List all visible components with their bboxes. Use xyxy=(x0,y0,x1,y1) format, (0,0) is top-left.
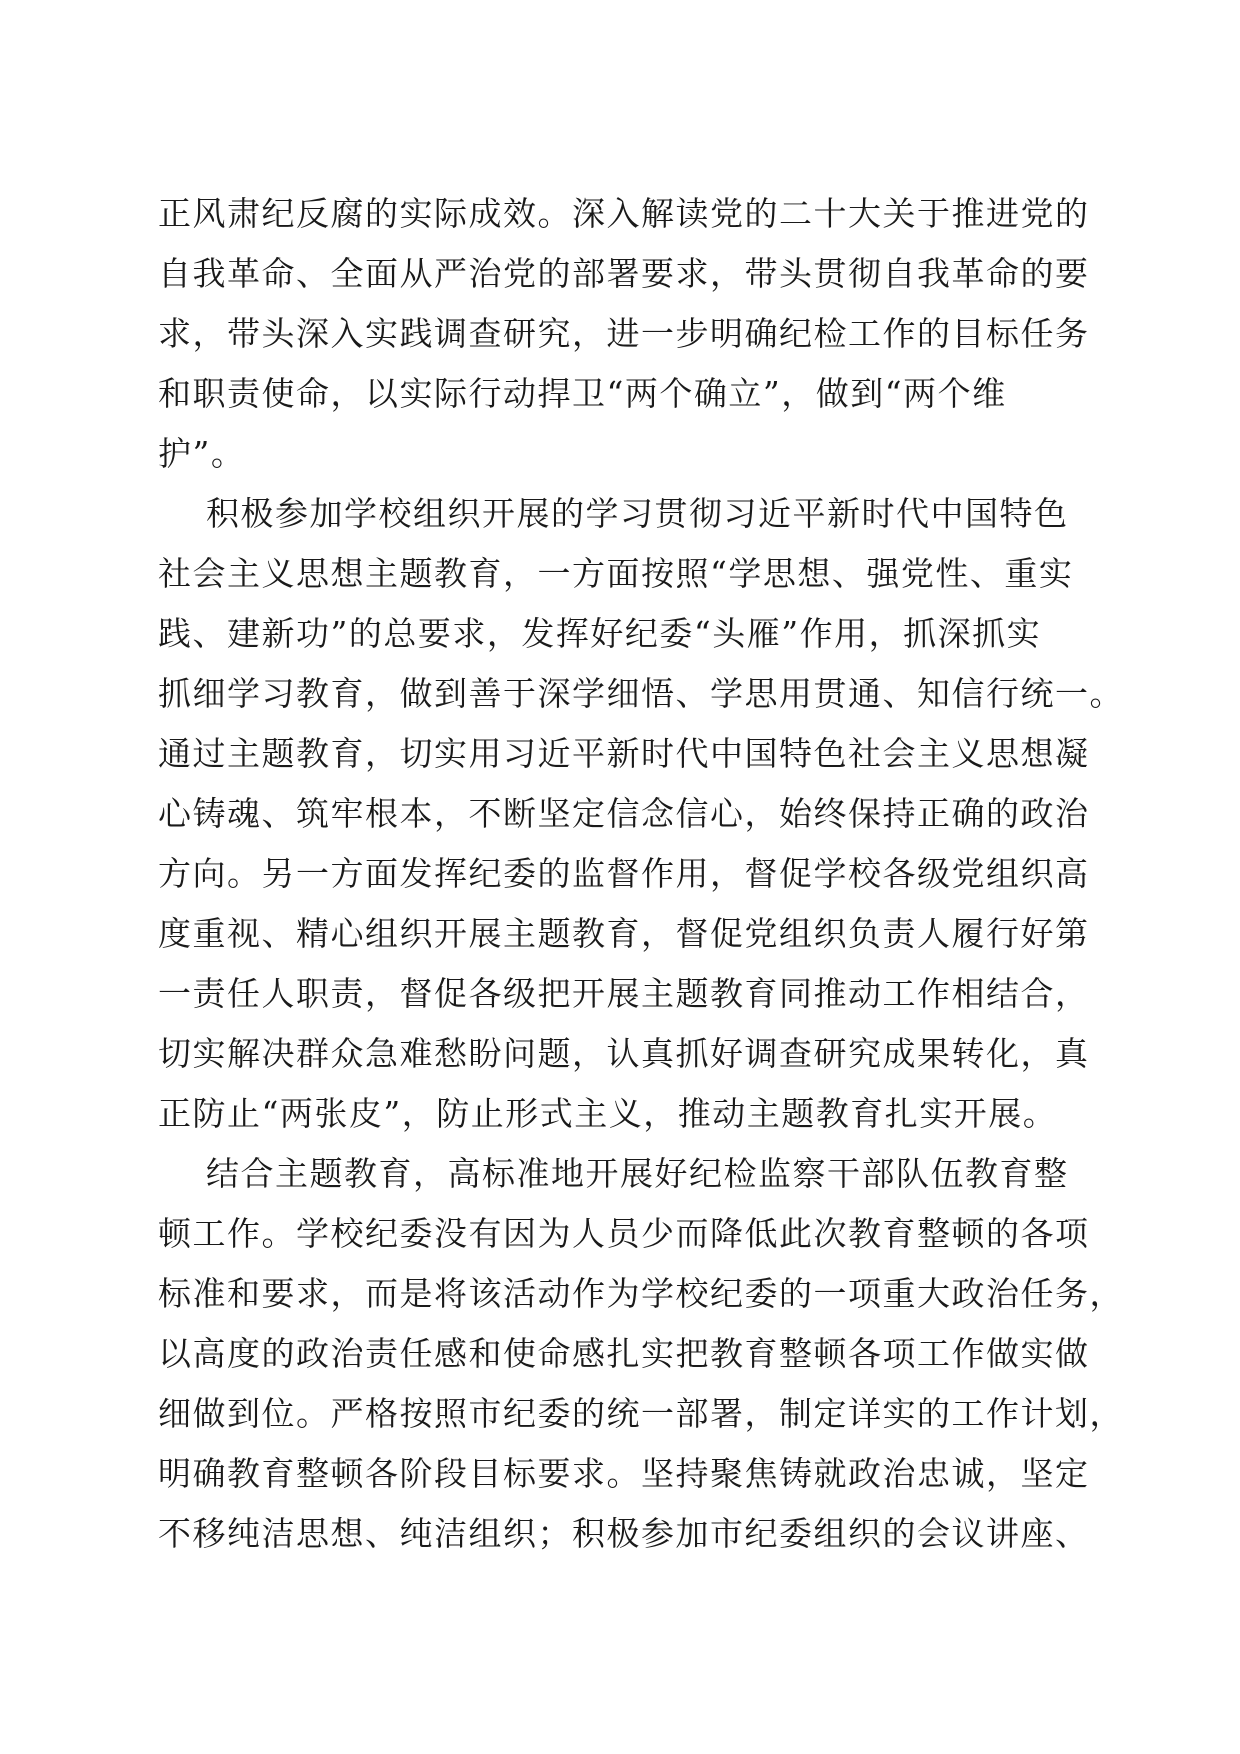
text-line: 以高度的政治责任感和使命感扎实把教育整顿各项工作做实做 xyxy=(158,1334,1090,1373)
text-line: 不移纯洁思想、纯洁组织；积极参加市纪委组织的会议讲座、 xyxy=(158,1514,1090,1553)
text-line: 一责任人职责，督促各级把开展主题教育同推动工作相结合， xyxy=(158,974,1090,1013)
paragraph-1 xyxy=(158,184,1090,484)
text-line: 心铸魂、筑牢根本，不断坚定信念信心，始终保持正确的政治 xyxy=(158,794,1090,833)
text-line: 自我革命、全面从严治党的部署要求，带头贯彻自我革命的要 xyxy=(158,254,1090,293)
text-line: 度重视、精心组织开展主题教育，督促党组织负责人履行好第 xyxy=(158,914,1090,953)
text-line: 求，带头深入实践调查研究，进一步明确纪检工作的目标任务 xyxy=(158,314,1090,353)
text-line: 标准和要求，而是将该活动作为学校纪委的一项重大政治任务， xyxy=(158,1274,1124,1313)
paragraph-2 xyxy=(158,484,1124,1144)
text-line: 通过主题教育，切实用习近平新时代中国特色社会主义思想凝 xyxy=(158,734,1090,773)
text-line: 正防止“两张皮”，防止形式主义，推动主题教育扎实开展。 xyxy=(158,1094,1058,1133)
text-line: 顿工作。学校纪委没有因为人员少而降低此次教育整顿的各项 xyxy=(158,1214,1090,1253)
document-body xyxy=(158,184,1124,1564)
text-line: 正风肃纪反腐的实际成效。深入解读党的二十大关于推进党的 xyxy=(158,194,1090,233)
text-line: 结合主题教育，高标准地开展好纪检监察干部队伍教育整 xyxy=(158,1154,1069,1193)
text-line: 切实解决群众急难愁盼问题，认真抓好调查研究成果转化，真 xyxy=(158,1034,1090,1073)
text-line: 积极参加学校组织开展的学习贯彻习近平新时代中国特色 xyxy=(158,494,1069,533)
text-line: 社会主义思想主题教育，一方面按照“学思想、强党性、重实 xyxy=(158,554,1074,593)
text-line: 细做到位。严格按照市纪委的统一部署，制定详实的工作计划， xyxy=(158,1394,1124,1433)
text-line: 践、建新功”的总要求，发挥好纪委“头雁”作用，抓深抓实 xyxy=(158,614,1042,653)
text-line: 方向。另一方面发挥纪委的监督作用，督促学校各级党组织高 xyxy=(158,854,1090,893)
text-line: 和职责使命，以实际行动捍卫“两个确立”，做到“两个维 xyxy=(158,374,1007,413)
text-line: 明确教育整顿各阶段目标要求。坚持聚焦铸就政治忠诚，坚定 xyxy=(158,1454,1090,1493)
text-line: 抓细学习教育，做到善于深学细悟、学思用贯通、知信行统一。 xyxy=(158,674,1124,713)
paragraph-3 xyxy=(158,1144,1124,1564)
text-line: 护”。 xyxy=(158,434,246,473)
